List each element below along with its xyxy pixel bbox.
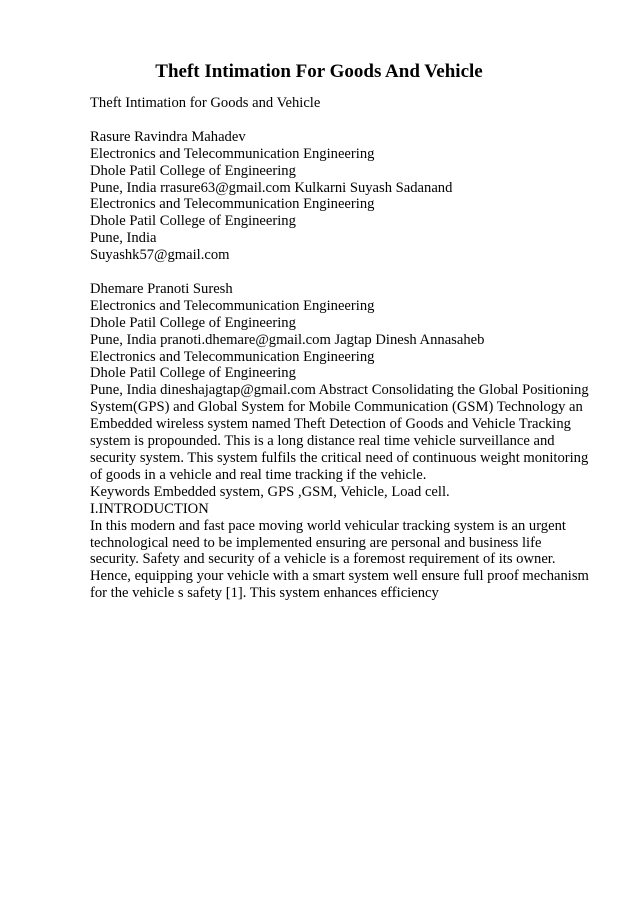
paragraph-gap [90,264,600,281]
text-line: Pune, India [90,230,157,247]
text-line: Electronics and Telecommunication Engineering [90,145,375,162]
text-line: Embedded wireless system named Theft Detection of Goods and Vehicle Tracking [90,416,571,433]
text-line: Pune, India rrasure63@gmail.com Kulkarni Suyash Sadanand [90,179,453,196]
document-title: Theft Intimation For Goods And Vehicle [155,61,483,82]
text-line: Dhole Patil College of Engineering [90,213,296,230]
text-line: Dhole Patil College of Engineering [90,365,296,382]
text-line: Suyashk57@gmail.com [90,247,230,264]
text-line: Dhemare Pranoti Suresh [90,280,233,297]
paragraph-gap [90,112,600,129]
text-line: System(GPS) and Global System for Mobile Communication (GSM) Technology an [90,399,583,416]
text-line: Electronics and Telecommunication Engineering [90,297,375,314]
section-heading: I.INTRODUCTION [90,500,209,517]
author-block-2 [90,281,600,602]
text-line: Dhole Patil College of Engineering [90,314,296,331]
text-line: Rasure Ravindra Mahadev [90,128,246,145]
text-line: Electronics and Telecommunication Engineering [90,196,375,213]
text-line: for the vehicle s safety [1]. This system enhances efficiency [90,585,439,602]
text-line: Hence, equipping your vehicle with a smart system well ensure full proof mechanism [90,568,589,585]
document-body [90,95,600,602]
document-subtitle: Theft Intimation for Goods and Vehicle [90,95,321,111]
text-line: security system. This system fulfils the critical need of continuous weight monitoring [90,450,589,466]
text-line: Dhole Patil College of Engineering [90,162,296,179]
text-line: In this modern and fast pace moving world vehicular tracking system is an urgent [90,517,566,534]
text-line: system is propounded. This is a long distance real time vehicle surveillance and [90,433,555,450]
text-line: Electronics and Telecommunication Engineering [90,348,375,365]
text-line: Pune, India dineshajagtap@gmail.com Abstract Consolidating the Global Positioning [90,382,589,399]
keywords-line: Keywords Embedded system, GPS ,GSM, Vehicle, Load cell. [90,483,450,500]
text-line: technological need to be implemented ensuring are personal and business life [90,534,542,551]
text-line: Pune, India pranoti.dhemare@gmail.com Jagtap Dinesh Annasaheb [90,331,485,348]
text-line: of goods in a vehicle and real time tracking if the vehicle. [90,466,427,483]
text-line: security. Safety and security of a vehicle is a foremost requirement of its owner. [90,551,556,568]
author-block-1 [90,129,600,264]
